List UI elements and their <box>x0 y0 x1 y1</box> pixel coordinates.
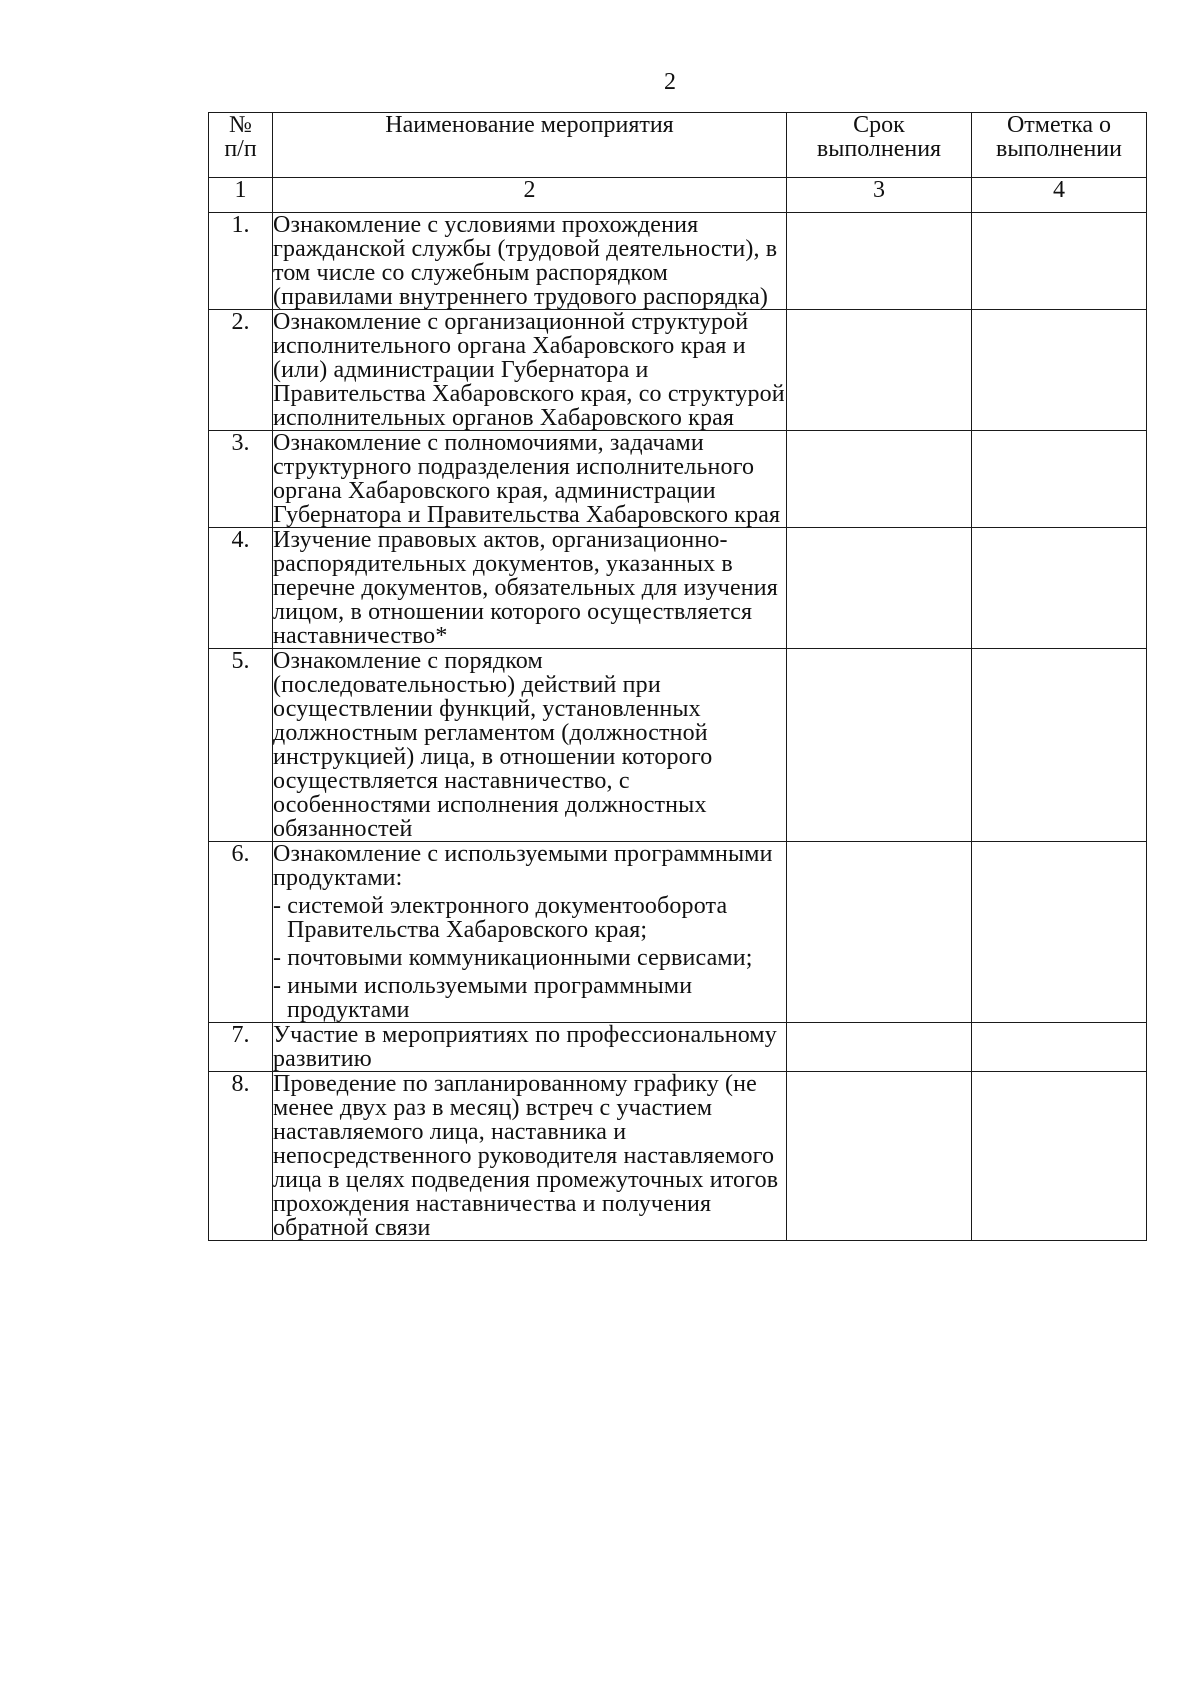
row-description: Ознакомление с порядком (последовательностью) действий при осуществлении функций, установленных должностным регламентом (должностной инструкцией) лица, в отношении которого осуществляется наставничество, с особенностями исполнения должностных обязанностей <box>273 649 787 842</box>
table-row <box>209 213 1147 310</box>
row-mark <box>972 1023 1147 1072</box>
row-deadline <box>787 528 972 649</box>
row-mark <box>972 842 1147 1023</box>
column-number: 2 <box>273 178 787 213</box>
row-description: Ознакомление с условиями прохождения гражданской службы (трудовой деятельности), в том числе со служебным распорядком (правилами внутреннего трудового распорядка) <box>273 213 787 310</box>
column-number-row <box>209 178 1147 213</box>
row-mark <box>972 213 1147 310</box>
table-row <box>209 1072 1147 1241</box>
row-deadline <box>787 1023 972 1072</box>
header-num <box>209 113 273 178</box>
header-deadline <box>787 113 972 178</box>
row-description-lead: Ознакомление с используемыми программными продуктами: <box>273 841 773 891</box>
row-number: 5. <box>209 649 273 842</box>
table-row <box>209 649 1147 842</box>
activities-table <box>208 112 1147 1241</box>
row-deadline <box>787 310 972 431</box>
table-row <box>209 431 1147 528</box>
list-item: - почтовыми коммуникационными сервисами; <box>273 945 753 971</box>
page-number: 2 <box>664 69 676 95</box>
row-description: Ознакомление с организационной структурой исполнительного органа Хабаровского края и (или) администрации Губернатора и Правительства Хабаровского края, со структурой исполнительных органов Хабаровского края <box>273 309 785 431</box>
table-row <box>209 310 1147 431</box>
table-row <box>209 1023 1147 1072</box>
row-deadline <box>787 649 972 842</box>
row-number: 7. <box>209 1023 273 1072</box>
row-deadline <box>787 842 972 1023</box>
row-description: Изучение правовых актов, организационно-распорядительных документов, указанных в перечне документов, обязательных для изучения лицом, в отношении которого осуществляется наставничество* <box>273 528 787 649</box>
row-description: Участие в мероприятиях по профессиональному развитию <box>273 1023 787 1072</box>
row-deadline <box>787 1072 972 1241</box>
row-mark <box>972 649 1147 842</box>
row-description <box>273 842 787 1023</box>
row-number: 8. <box>209 1072 273 1241</box>
table-row <box>209 528 1147 649</box>
header-name <box>273 113 787 178</box>
list-item: - системой электронного документооборота Правительства Хабаровского края; <box>273 893 728 943</box>
row-number: 2. <box>209 310 273 431</box>
header-num-text: № п/п <box>224 112 257 162</box>
row-mark <box>972 310 1147 431</box>
header-mark-text: Отметка о выполнении <box>996 112 1122 162</box>
row-deadline <box>787 213 972 310</box>
header-deadline-text: Срок выполнения <box>816 112 942 162</box>
row-number: 1. <box>209 213 273 310</box>
table-row <box>209 842 1147 1023</box>
column-number: 1 <box>209 178 273 213</box>
row-mark <box>972 528 1147 649</box>
table-header-row <box>209 113 1147 178</box>
row-deadline <box>787 431 972 528</box>
header-name-text: Наименование мероприятия <box>385 112 674 138</box>
row-number: 3. <box>209 431 273 528</box>
column-number: 4 <box>972 178 1147 213</box>
row-number: 4. <box>209 528 273 649</box>
list-item: - иными используемыми программными продуктами <box>273 973 693 1023</box>
header-mark <box>972 113 1147 178</box>
column-number: 3 <box>787 178 972 213</box>
row-mark <box>972 1072 1147 1241</box>
row-description: Ознакомление с полномочиями, задачами структурного подразделения исполнительного органа Хабаровского края, администрации Губернатора и Правительства Хабаровского края <box>273 431 787 528</box>
row-number: 6. <box>209 842 273 1023</box>
row-description: Проведение по запланированному графику (не менее двух раз в месяц) встреч с участием наставляемого лица, наставника и непосредственного руководителя наставляемого лица в целях подведения промежуточных итогов прохождения наставничества и получения обратной связи <box>273 1072 787 1241</box>
row-mark <box>972 431 1147 528</box>
